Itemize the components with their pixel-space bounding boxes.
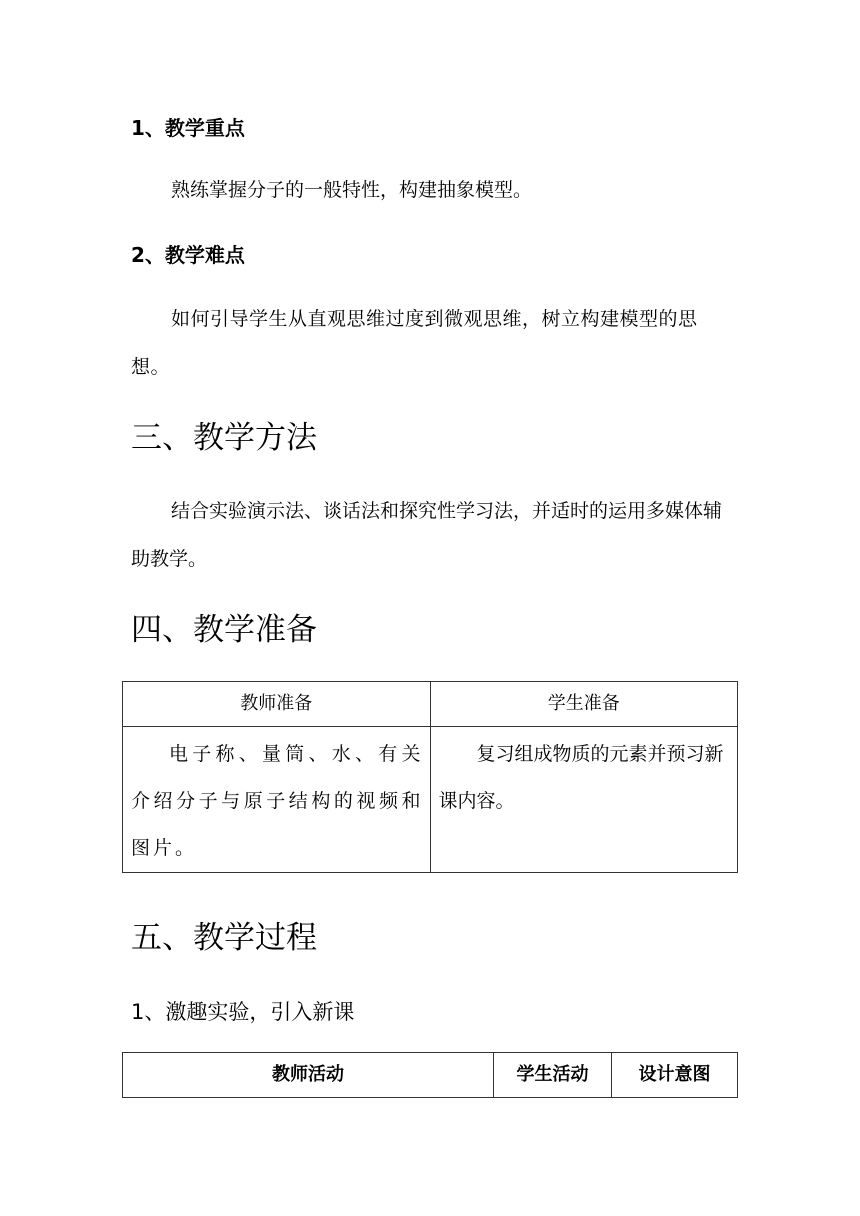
process-heading: 五、教学过程: [131, 920, 317, 956]
difficulty-text: 如何引导学生从直观思维过度到微观思维，树立构建模型的思想。: [131, 308, 698, 378]
activity-table: [122, 1052, 738, 1098]
method-text: 结合实验演示法、谈话法和探究性学习法，并适时的运用多媒体辅助教学。: [131, 500, 723, 570]
prep-heading: 四、教学准备: [131, 612, 317, 648]
prep-cell-teacher: [123, 727, 431, 873]
prep-header-teacher: 教师准备: [123, 682, 431, 727]
prep-cell-student: [430, 727, 738, 873]
prep-student-text: 复习组成物质的元素并预习新课内容。: [438, 743, 724, 812]
prep-header-student: 学生准备: [430, 682, 738, 727]
key-point-text: 熟练掌握分子的一般特性，构建抽象模型。: [171, 179, 533, 201]
prep-table: [122, 681, 738, 873]
difficulty-heading: 2、教学难点: [131, 243, 245, 267]
activity-header-student: 学生活动: [494, 1053, 612, 1098]
step1-heading: 1、激趣实验，引入新课: [131, 1000, 355, 1024]
key-point-heading: 1、教学重点: [131, 116, 245, 140]
activity-header-purpose: 设计意图: [612, 1053, 738, 1098]
method-heading: 三、教学方法: [131, 420, 317, 456]
activity-header-teacher: 教师活动: [123, 1053, 494, 1098]
prep-teacher-text: 电子称、量筒、水、有关介绍分子与原子结构的视频和图片。: [131, 743, 424, 859]
